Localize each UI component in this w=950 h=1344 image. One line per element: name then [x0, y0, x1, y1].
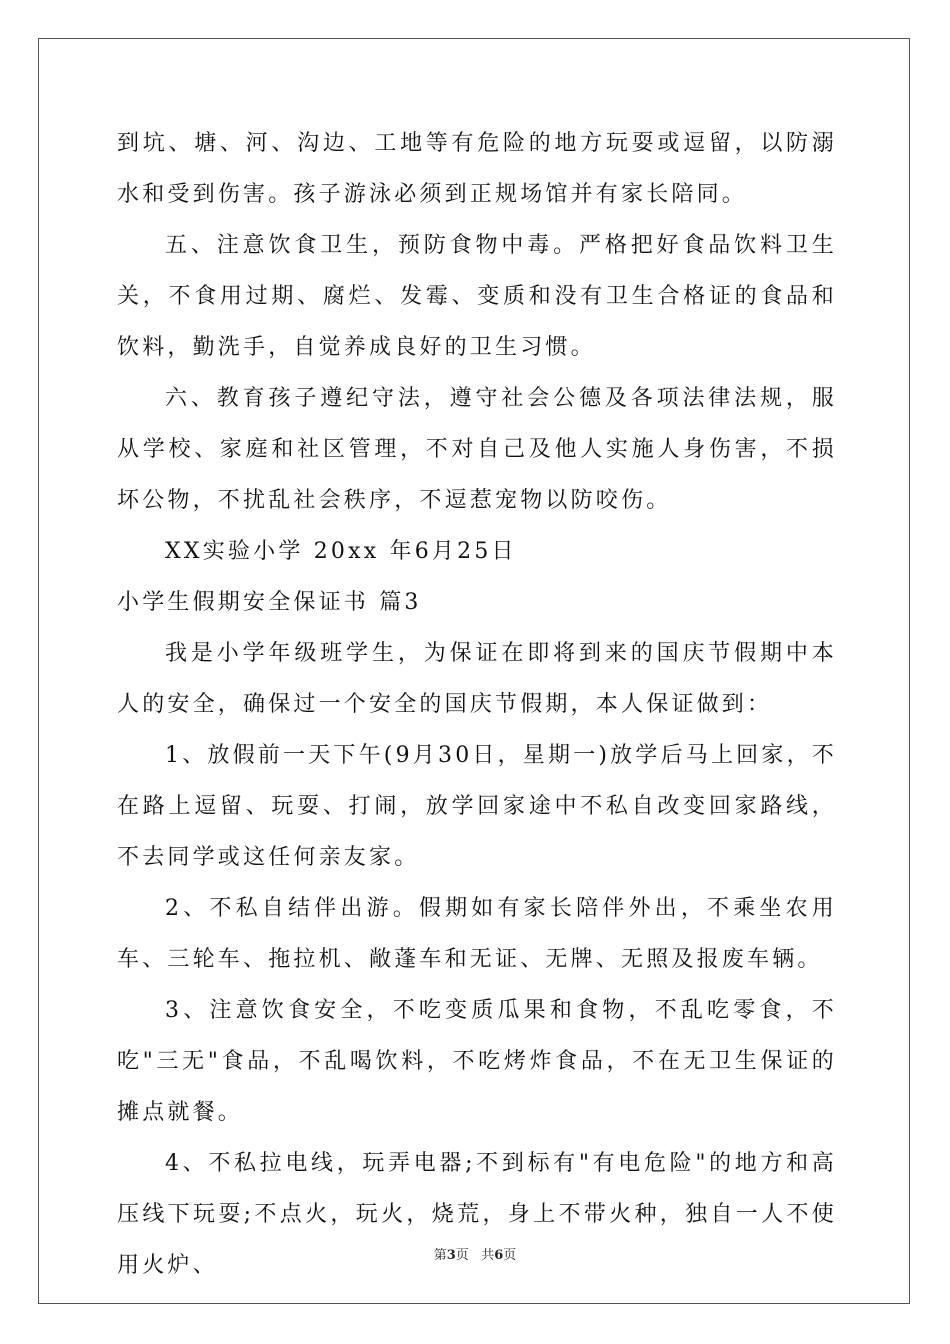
section-title: 小学生假期安全保证书 篇3	[117, 590, 422, 615]
footer-prefix: 第	[433, 1248, 447, 1263]
footer-total-suffix: 页	[503, 1248, 517, 1263]
paragraph-1: 到坑、塘、河、沟边、工地等有危险的地方玩耍或逗留，以防溺水和受到伤害。孩子游泳必须到正规场馆并有家长陪同。	[117, 131, 837, 207]
footer-page-suffix: 页	[455, 1248, 469, 1263]
paragraph-3: 六、教育孩子遵纪守法，遵守社会公德及各项法律法规，服从学校、家庭和社区管理，不对自己及他人实施人身伤害，不损坏公物，不扰乱社会秩序，不逗惹宠物以防咬伤。	[117, 386, 837, 513]
footer-total-prefix: 共	[481, 1248, 495, 1263]
signature-line: XX实验小学 20xx 年6月25日	[165, 539, 517, 564]
footer-page-number: 3	[446, 1248, 456, 1263]
paragraph-2: 五、注意饮食卫生，预防食物中毒。严格把好食品饮料卫生关，不食用过期、腐烂、发霉、变质和没有卫生合格证的食品和饮料，勤洗手，自觉养成良好的卫生习惯。	[117, 233, 837, 360]
paragraph-item-4: 4、不私拉电线，玩弄电器;不到标有"有电危险"的地方和高压线下玩耍;不点火，玩火，烧荒，身上不带火种，独自一人不使用火炉、	[117, 1151, 837, 1278]
document-body	[117, 118, 837, 1291]
footer-total-pages: 6	[494, 1248, 504, 1263]
paragraph-item-2: 2、不私自结伴出游。假期如有家长陪伴外出，不乘坐农用车、三轮车、拖拉机、敞蓬车和无证、无牌、无照及报废车辆。	[117, 896, 837, 972]
paragraph-intro: 我是小学年级班学生，为保证在即将到来的国庆节假期中本人的安全，确保过一个安全的国庆节假期，本人保证做到：	[117, 641, 837, 717]
page-footer	[0, 1244, 950, 1263]
paragraph-item-3: 3、注意饮食安全，不吃变质瓜果和食物，不乱吃零食，不吃"三无"食品，不乱喝饮料，不吃烤炸食品，不在无卫生保证的摊点就餐。	[117, 998, 837, 1125]
paragraph-item-1: 1、放假前一天下午(9月30日，星期一)放学后马上回家，不在路上逗留、玩耍、打闹，放学回家途中不私自改变回家路线，不去同学或这任何亲友家。	[117, 743, 837, 870]
